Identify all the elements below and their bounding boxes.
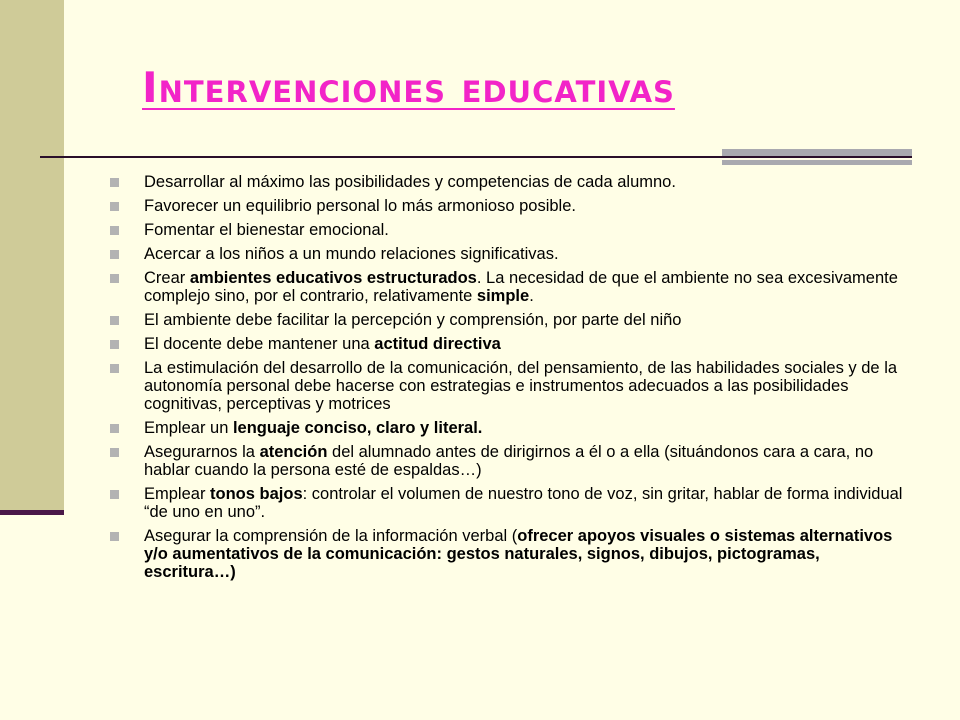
square-bullet-icon <box>110 316 119 325</box>
bullet-text: : controlar el volumen de nuestro tono de voz, sin gritar, hablar de forma individual “de uno en uno”. <box>144 485 903 521</box>
square-bullet-icon <box>110 340 119 349</box>
bullet-item <box>108 335 908 353</box>
bullet-text-bold: tonos bajos <box>210 485 303 503</box>
bullet-text: del alumnado antes de dirigirnos a él o a ella (situándonos cara a cara, no hablar cuando la persona esté de espaldas…) <box>144 443 874 479</box>
bullet-text: Asegurarnos la <box>144 443 260 461</box>
bullet-text: La estimulación del desarrollo de la comunicación, del pensamiento, de las habilidades sociales y de la autonomía personal debe hacerse con estrategias e instrumentos adecuados a las posibilidades cognitivas, perceptivas y motrices <box>144 359 898 413</box>
bullet-text: Favorecer un equilibrio personal lo más armonioso posible. <box>144 197 576 215</box>
bullet-text: Asegurar la comprensión de la información verbal ( <box>144 527 518 545</box>
bullet-item <box>108 197 908 215</box>
sidebar-underline <box>0 510 64 515</box>
bullet-item <box>108 443 908 479</box>
square-bullet-icon <box>110 226 119 235</box>
title-rule-grey-bottom <box>722 160 912 165</box>
square-bullet-icon <box>110 490 119 499</box>
bullet-item <box>108 485 908 521</box>
square-bullet-icon <box>110 448 119 457</box>
bullet-item <box>108 221 908 239</box>
bullet-text: El docente debe mantener una <box>144 335 375 353</box>
bullet-item <box>108 311 908 329</box>
bullet-text-bold: ofrecer apoyos visuales o sistemas alternativos y/o aumentativos de la comunicación: gestos naturales, signos, dibujos, pictogramas, escritura…) <box>144 527 893 581</box>
bullet-text: . La necesidad de que el ambiente no sea excesivamente complejo sino, por el contrario, relativamente <box>144 269 898 305</box>
square-bullet-icon <box>110 424 119 433</box>
bullet-text-bold: atención <box>259 443 328 461</box>
square-bullet-icon <box>110 274 119 283</box>
square-bullet-icon <box>110 532 119 541</box>
bullet-text-bold: lenguaje conciso, claro y literal. <box>232 419 483 437</box>
title-rule-grey-top <box>722 149 912 156</box>
bullet-text: Emplear un <box>144 419 233 437</box>
bullet-text: Crear <box>144 269 190 287</box>
bullet-item <box>108 419 908 437</box>
bullet-list <box>108 173 908 587</box>
sidebar-decoration <box>0 0 64 510</box>
bullet-text: Fomentar el bienestar emocional. <box>144 221 389 239</box>
bullet-item <box>108 359 908 413</box>
bullet-text: Acercar a los niños a un mundo relaciones significativas. <box>144 245 559 263</box>
bullet-text-bold: ambientes educativos estructurados <box>189 269 477 287</box>
bullet-item <box>108 173 908 191</box>
bullet-text-bold: actitud directiva <box>374 335 501 353</box>
bullet-item <box>108 527 908 581</box>
bullet-text-bold: simple <box>476 287 530 305</box>
bullet-text: . <box>529 287 534 305</box>
square-bullet-icon <box>110 178 119 187</box>
square-bullet-icon <box>110 364 119 373</box>
slide-title: Intervenciones educativas <box>142 63 675 112</box>
bullet-item <box>108 269 908 305</box>
bullet-text: Desarrollar al máximo las posibilidades y competencias de cada alumno. <box>144 173 676 191</box>
bullet-text: Emplear <box>144 485 211 503</box>
bullet-text: El ambiente debe facilitar la percepción y comprensión, por parte del niño <box>144 311 682 329</box>
bullet-item <box>108 245 908 263</box>
square-bullet-icon <box>110 250 119 259</box>
square-bullet-icon <box>110 202 119 211</box>
title-rule <box>40 156 912 158</box>
